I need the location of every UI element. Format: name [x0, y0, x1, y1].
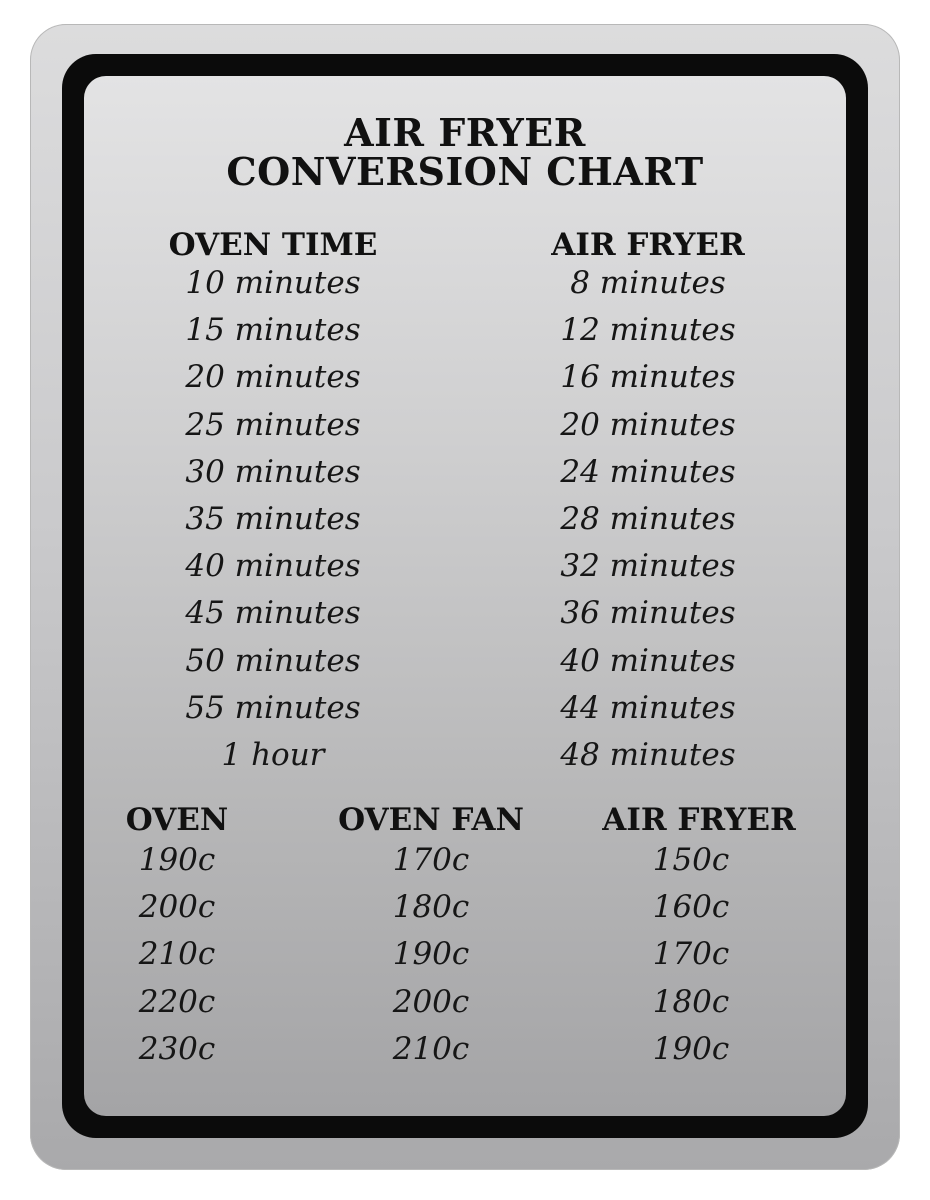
time-cell: 28 minutes [560, 501, 736, 537]
temp-cell: 200c [138, 889, 216, 926]
time-cell: 20 minutes [185, 359, 361, 396]
time-cell: 15 minutes [185, 312, 361, 349]
time-cell: 48 minutes [560, 737, 736, 773]
time-cell: 35 minutes [185, 501, 361, 537]
time-cell: 10 minutes [185, 265, 361, 301]
time-cell: 32 minutes [560, 548, 736, 585]
temp-cell: 210c [138, 936, 216, 973]
temp-header-1: OVEN FAN [338, 802, 524, 838]
temp-cell: 220c [138, 983, 216, 1020]
temp-cell: 160c [652, 889, 730, 926]
time-cell: 8 minutes [570, 265, 726, 301]
temp-cell: 190c [392, 936, 470, 973]
time-cell: 55 minutes [185, 689, 361, 726]
time-cell: 16 minutes [560, 359, 736, 396]
time-cell: 30 minutes [185, 453, 361, 490]
time-cell: 20 minutes [560, 406, 736, 443]
temp-header-2: AIR FRYER [602, 802, 796, 838]
temp-header-0: OVEN [125, 802, 229, 838]
time-cell: 1 hour [221, 737, 325, 773]
time-cell: 36 minutes [560, 595, 736, 632]
temp-cell: 190c [138, 842, 216, 878]
time-cell: 24 minutes [560, 453, 736, 490]
temp-cell: 180c [652, 983, 730, 1020]
time-cell: 12 minutes [560, 312, 736, 349]
temp-cell: 150c [652, 842, 730, 878]
temp-cell: 170c [392, 842, 470, 878]
temp-cell: 230c [138, 1030, 216, 1067]
chart-title-line1: AIR FRYER [344, 110, 586, 155]
time-cell: 40 minutes [560, 642, 736, 679]
time-cell: 44 minutes [560, 689, 736, 726]
temp-cell: 170c [652, 936, 730, 973]
time-cell: 40 minutes [185, 548, 361, 585]
temp-cell: 210c [392, 1030, 470, 1067]
time-cell: 25 minutes [185, 406, 361, 443]
time-header-0: OVEN TIME [168, 227, 378, 263]
time-cell: 50 minutes [185, 642, 361, 679]
time-cell: 45 minutes [185, 595, 361, 632]
time-header-1: AIR FRYER [551, 227, 745, 263]
temp-cell: 200c [392, 983, 470, 1020]
temp-cell: 190c [652, 1030, 730, 1067]
temp-cell: 180c [392, 889, 470, 926]
chart-title-line2: CONVERSION CHART [226, 149, 704, 194]
